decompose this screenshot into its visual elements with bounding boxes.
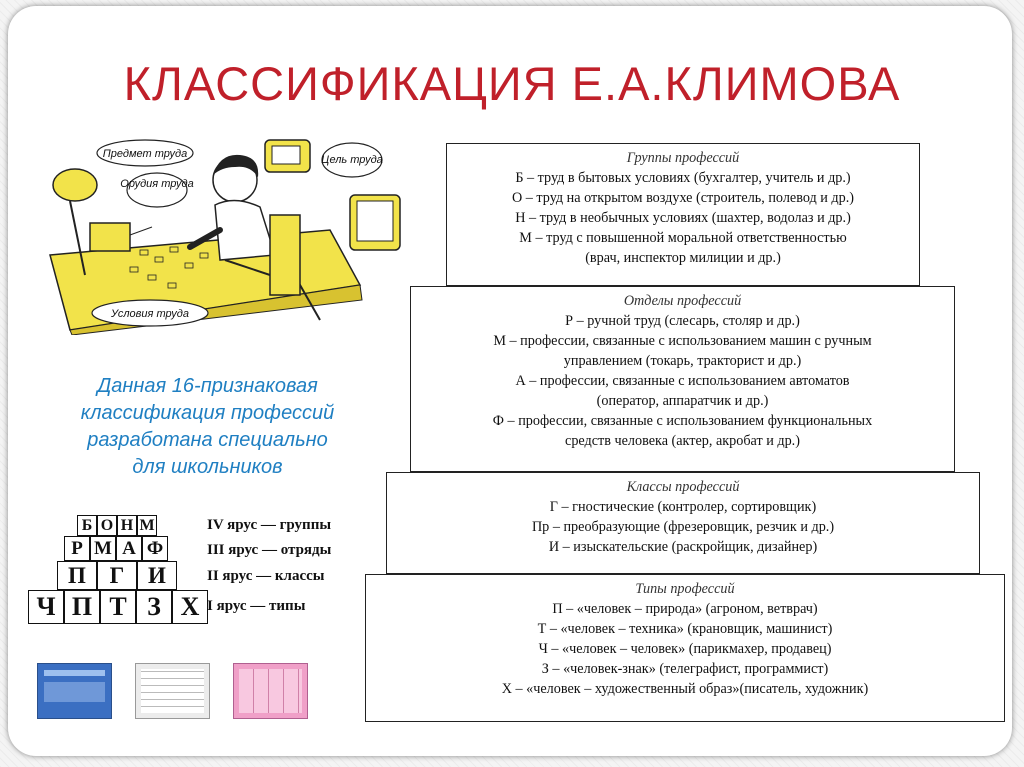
- label-conditions: Условия труда: [111, 308, 189, 320]
- pyramid-cell: О: [97, 515, 117, 536]
- thumbnail-blue-document[interactable]: [37, 663, 112, 719]
- pyramid-cell: П: [64, 590, 100, 624]
- device-box: [90, 223, 130, 251]
- box-line: Ч – «человек – человек» (парикмахер, продавец): [538, 641, 832, 657]
- pyramid-row-types: [28, 590, 208, 624]
- box-line: Г – гностические (контролер, сортировщик): [549, 499, 817, 515]
- box-line: Т – «человек – техника» (крановщик, машинист): [537, 621, 833, 637]
- box-heading: Группы профессий: [626, 150, 740, 166]
- pyramid-cell: З: [136, 590, 172, 624]
- pyramid-row-departments: [64, 536, 168, 561]
- box-line: (оператор, аппаратчик и др.): [596, 393, 769, 409]
- pyramid-cell: Б: [77, 515, 97, 536]
- pyramid-cell: Ф: [142, 536, 168, 561]
- pyramid-cell: Т: [100, 590, 136, 624]
- box-line: Р – ручной труд (слесарь, столяр и др.): [565, 313, 800, 329]
- thumbnail-gray-table[interactable]: [135, 663, 210, 719]
- box-line: О – труд на открытом воздухе (строитель, полевод и др.): [511, 190, 854, 206]
- tier-label: II ярус — классы: [207, 568, 325, 584]
- slide-title: КЛАССИФИКАЦИЯ Е.А.КЛИМОВА: [123, 57, 901, 110]
- chair: [270, 215, 300, 295]
- box-classes: [386, 472, 980, 574]
- box-line: М – профессии, связанные с использованием машин с ручным: [493, 333, 872, 349]
- tier-label: IV ярус — группы: [207, 517, 332, 533]
- label-tools: Орудия труда: [120, 178, 194, 190]
- box-line: А – профессии, связанные с использованием автоматов: [515, 373, 850, 389]
- pyramid-cell: П: [57, 561, 97, 590]
- pyramid-row-groups: [77, 515, 157, 536]
- thumbnail-pink-table[interactable]: [233, 663, 308, 719]
- box-line: Н – труд в необычных условиях (шахтер, водолаз и др.): [515, 210, 851, 226]
- pyramid-cell: Ч: [28, 590, 64, 624]
- box-line: Пр – преобразующие (фрезеровщик, резчик и др.): [531, 519, 835, 535]
- box-line: средств человека (актер, акробат и др.): [565, 433, 800, 449]
- box-line: З – «человек-знак» (телеграфист, программист): [541, 661, 829, 677]
- box-line: управлением (токарь, тракторист и др.): [563, 353, 802, 369]
- box-heading: Типы профессий: [635, 581, 735, 597]
- box-departments: [410, 286, 955, 472]
- box-line: Б – труд в бытовых условиях (бухгалтер, учитель и др.): [515, 170, 851, 186]
- worker-illustration: [30, 135, 405, 335]
- caption-line: Данная 16-признаковая: [97, 375, 318, 397]
- box-line: И – изыскательские (раскройщик, дизайнер): [548, 539, 818, 555]
- box-types: [365, 574, 1005, 722]
- box-line: М – труд с повышенной моральной ответственностью: [519, 230, 847, 246]
- label-goal: Цель труда: [321, 154, 383, 166]
- box-heading: Классы профессий: [626, 479, 740, 495]
- label-subject: Предмет труда: [102, 148, 188, 160]
- pyramid-cell: А: [116, 536, 142, 561]
- pyramid-row-classes: [57, 561, 177, 590]
- box-line: Ф – профессии, связанные с использованием функциональных: [492, 413, 873, 429]
- lamp-icon: [53, 169, 97, 201]
- caption-line: для школьников: [132, 456, 283, 478]
- box-heading: Отделы профессий: [623, 293, 742, 309]
- caption-line: классификация профессий: [80, 402, 335, 424]
- pyramid-cell: Р: [64, 536, 90, 561]
- caption-line: разработана специально: [87, 429, 328, 451]
- pyramid-cell: Х: [172, 590, 208, 624]
- tier-label: III ярус — отряды: [207, 542, 332, 558]
- pyramid-cell: Г: [97, 561, 137, 590]
- pyramid-cell: М: [137, 515, 157, 536]
- box-line: Х – «человек – художественный образ»(писатель, художник): [501, 681, 869, 697]
- box-groups: [446, 143, 920, 286]
- pyramid-cell: Н: [117, 515, 137, 536]
- pyramid-cell: М: [90, 536, 116, 561]
- tier-label: I ярус — типы: [207, 598, 306, 614]
- box-line: (врач, инспектор милиции и др.): [585, 250, 781, 266]
- classification-pyramid: [20, 505, 370, 635]
- box-line: П – «человек – природа» (агроном, ветврач): [552, 601, 818, 617]
- classification-caption: [35, 373, 380, 481]
- pyramid-cell: И: [137, 561, 177, 590]
